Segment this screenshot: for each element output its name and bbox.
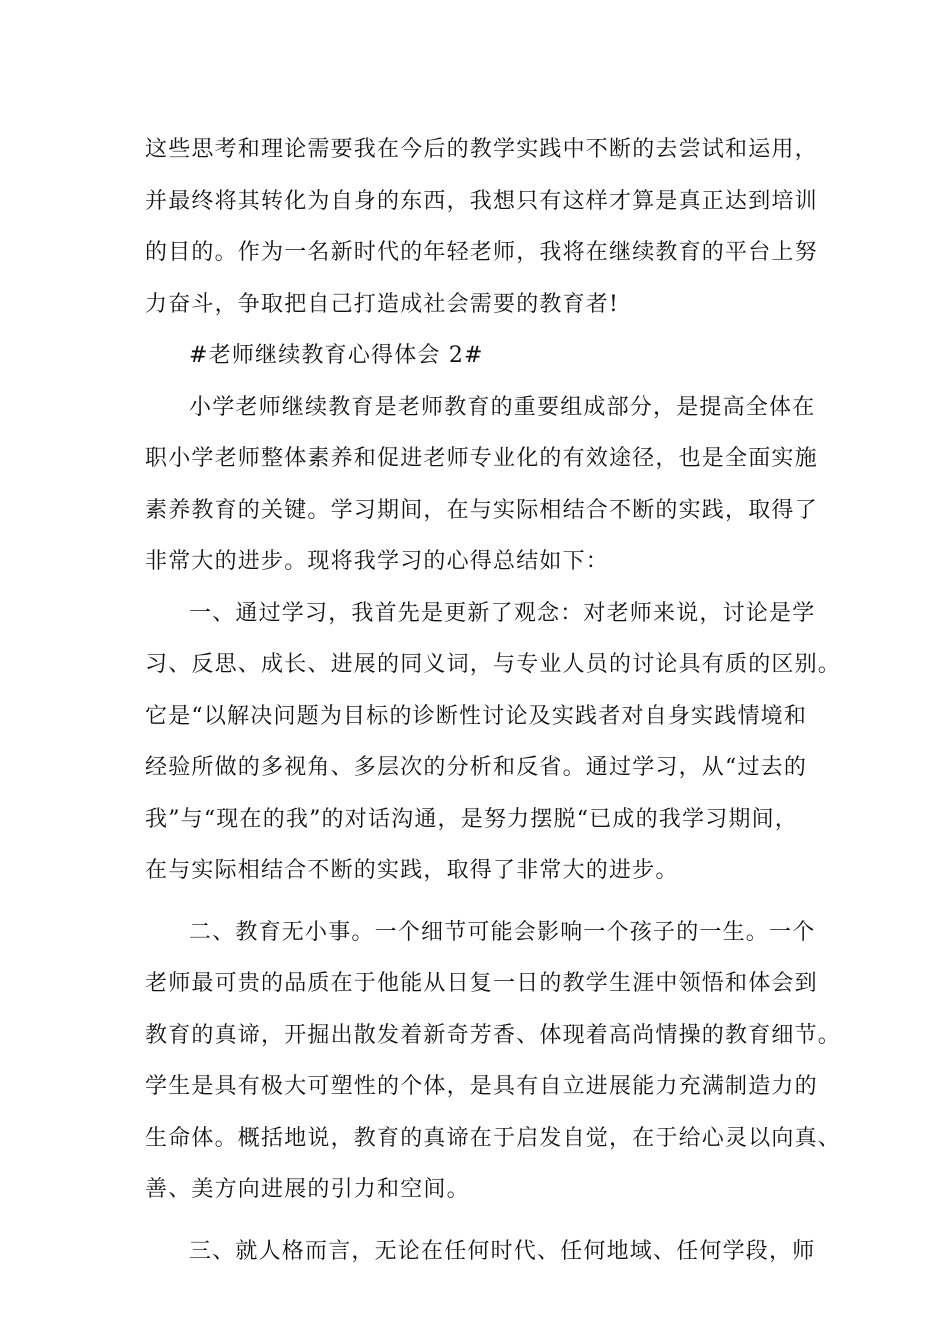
text-line: 经验所做的多视角、多层次的分析和反省。通过学习，从“过去的 xyxy=(145,755,808,780)
text-line: 在与实际相结合不断的实践，取得了非常大的进步。 xyxy=(145,858,679,883)
text-line: 老师最可贵的品质在于他能从日复一日的教学生涯中领悟和体会到 xyxy=(145,971,818,996)
text-line: 力奋斗，争取把自己打造成社会需要的教育者! xyxy=(145,291,620,317)
paragraph-gap xyxy=(145,901,815,911)
text-line: 二、教育无小事。一个细节可能会影响一个孩子的一生。一个 xyxy=(189,919,816,945)
text-line: 善、美方向进展的引力和空间。 xyxy=(145,1177,470,1202)
text-line: 教育的真谛，开掘出散发着新奇芳香、体现着高尚情操的教育细节。 xyxy=(145,1022,842,1048)
text-line: 一、通过学习，我首先是更新了观念：对老师来说，讨论是学 xyxy=(189,600,816,626)
paragraph-gap xyxy=(145,1220,815,1230)
text-line: 小学老师继续教育是老师教育的重要组成部分，是提高全体在 xyxy=(189,394,816,420)
section-heading: #老师继续教育心得体会 2# xyxy=(189,343,484,368)
document-body xyxy=(145,128,842,1281)
text-line: 非常大的进步。现将我学习的心得总结如下： xyxy=(145,549,610,574)
text-line: 我”与“现在的我”的对话沟通，是努力摆脱“已成的我学习期间， xyxy=(145,806,798,832)
text-line: 生命体。概括地说，教育的真谛在于启发自觉，在于给心灵以向真、 xyxy=(145,1125,842,1151)
text-line: 素养教育的关键。学习期间，在与实际相结合不断的实践，取得了 xyxy=(145,497,818,523)
text-line: 并最终将其转化为自身的东西，我想只有这样才算是真正达到培训 xyxy=(145,188,818,214)
text-line: 三、就人格而言，无论在任何时代、任何地域、任何学段，师 xyxy=(189,1238,816,1264)
text-line: 的目的。作为一名新时代的年轻老师，我将在继续教育的平台上努 xyxy=(145,240,818,265)
text-line: 习、反思、成长、进展的同义词，与专业人员的讨论具有质的区别。 xyxy=(145,652,842,677)
text-line: 这些思考和理论需要我在今后的教学实践中不断的去尝试和运用， xyxy=(145,137,818,162)
text-line: 它是“以解决问题为目标的诊断性讨论及实践者对自身实践情境和 xyxy=(145,703,808,729)
text-line: 学生是具有极大可塑性的个体，是具有自立进展能力充满制造力的 xyxy=(145,1074,818,1099)
text-line: 职小学老师整体素养和促进老师专业化的有效途径，也是全面实施 xyxy=(145,446,818,471)
